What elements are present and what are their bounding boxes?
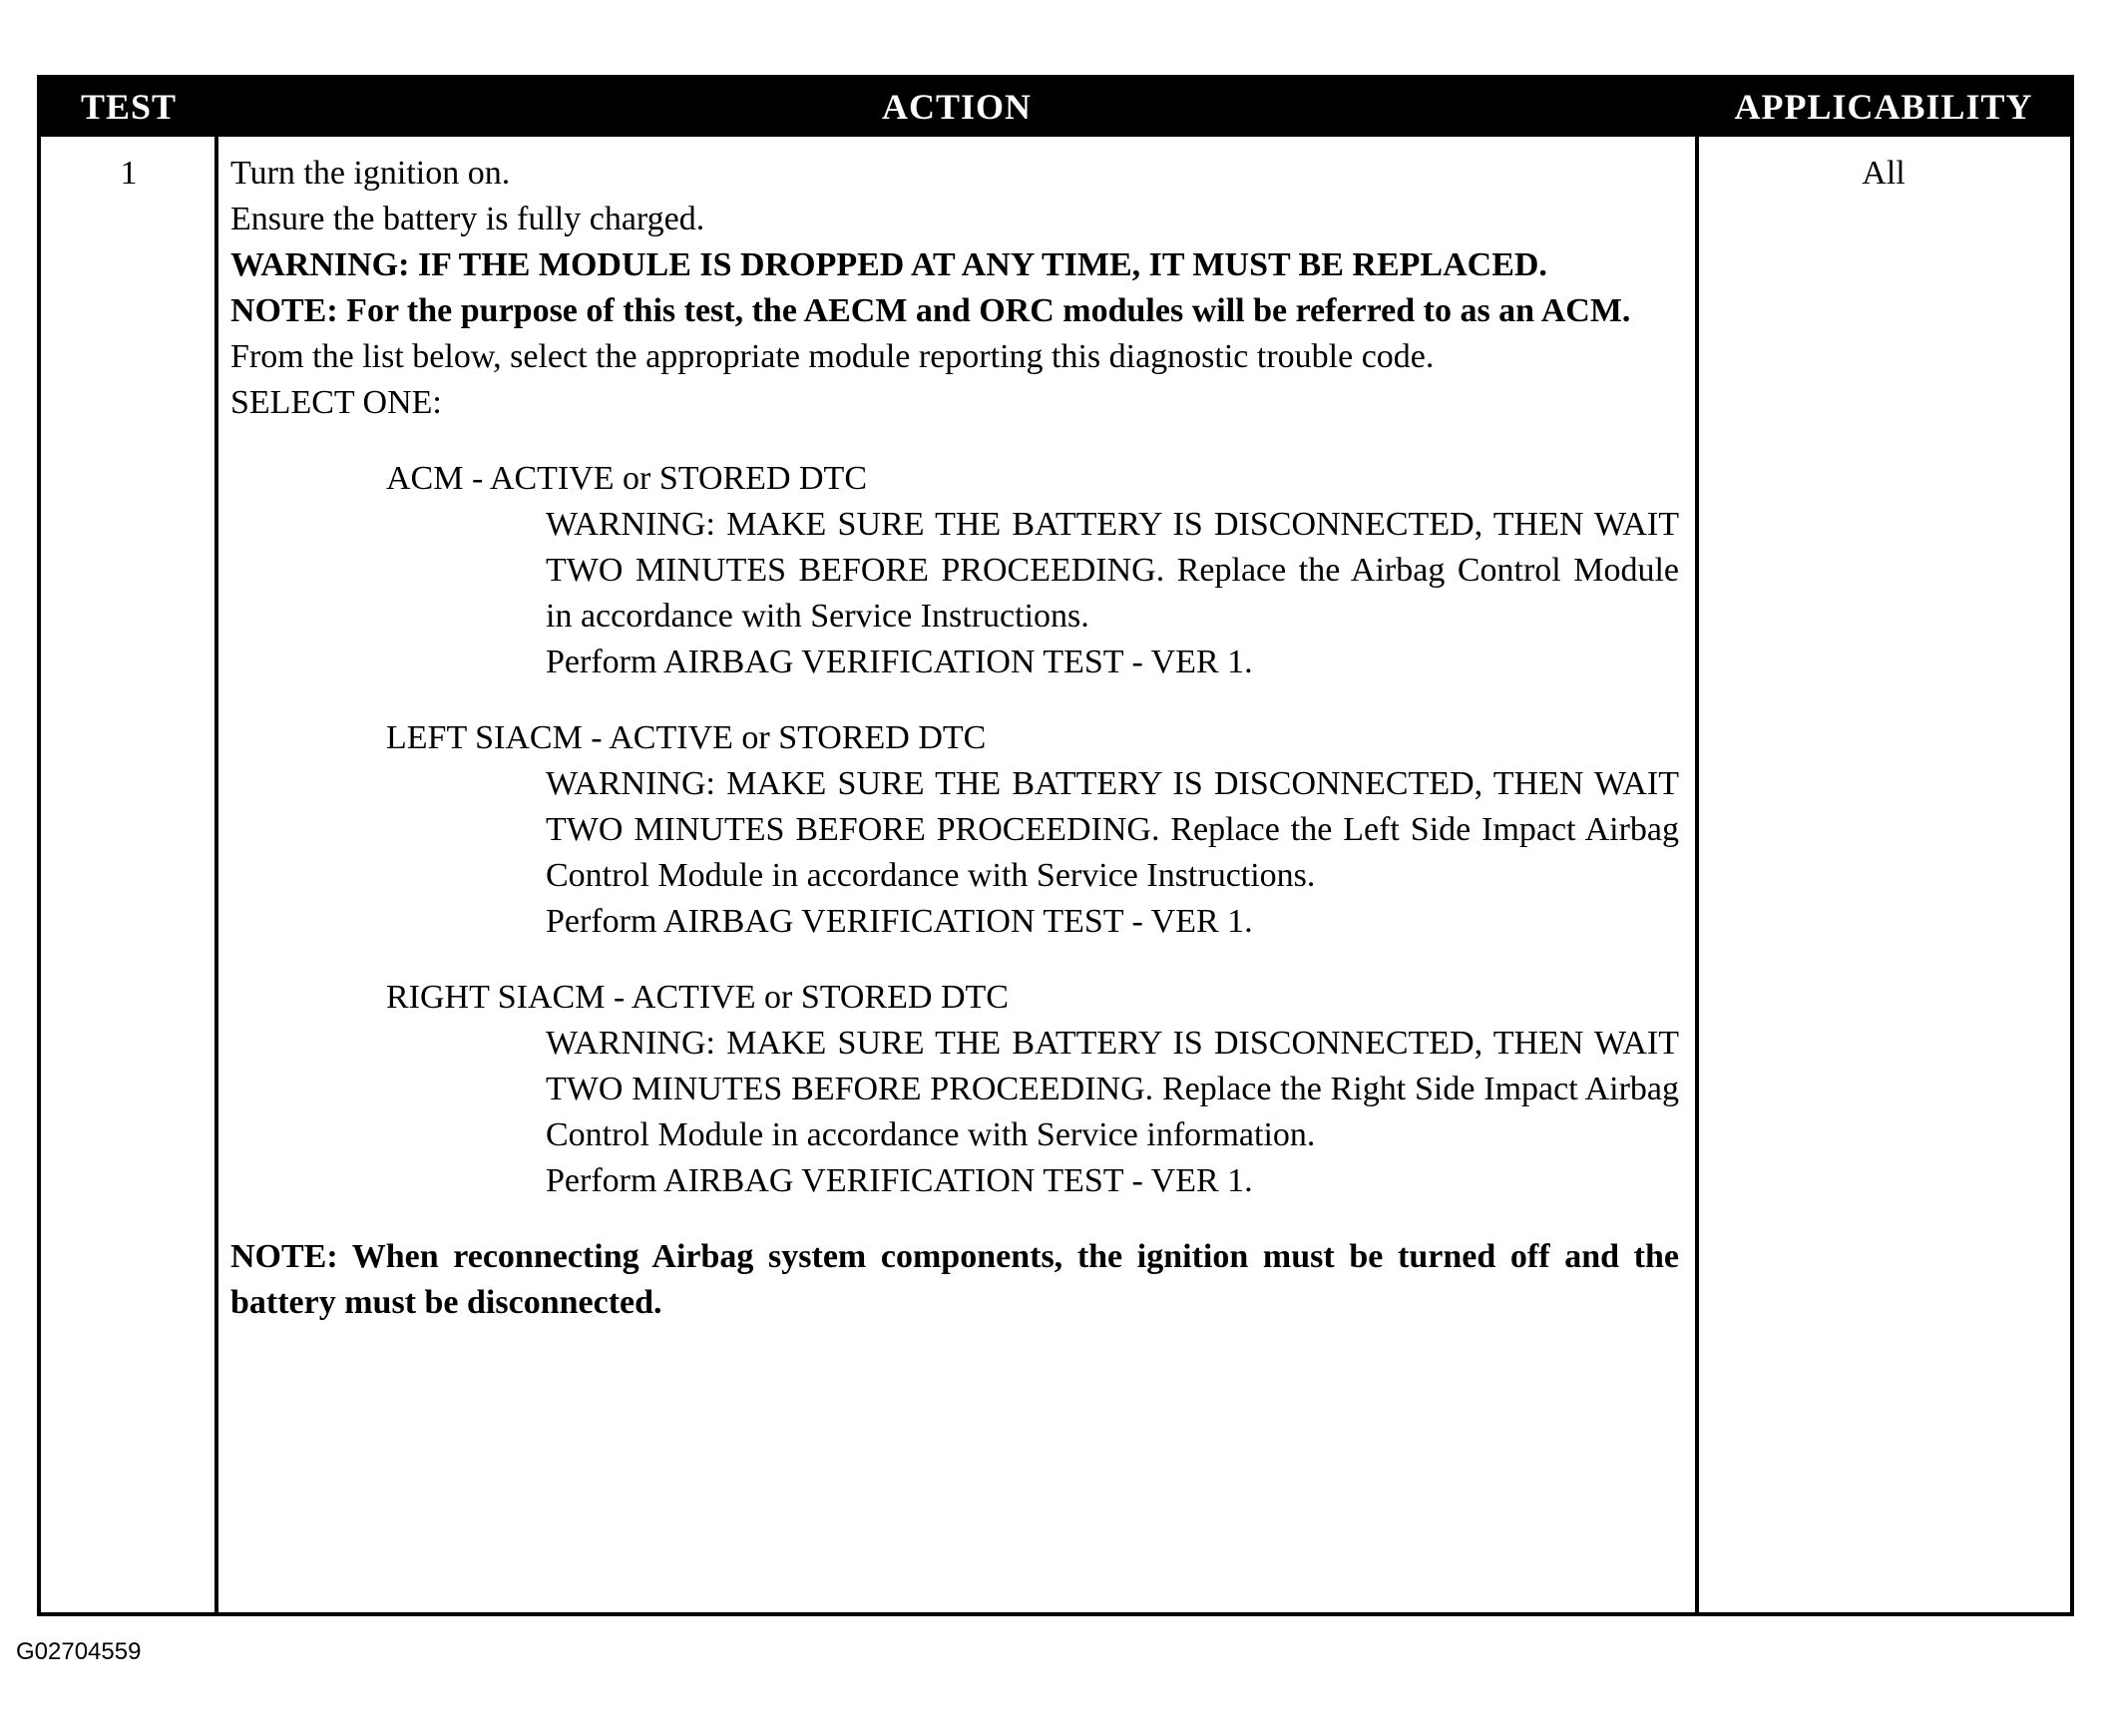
table-header: [41, 79, 2070, 137]
diagnostic-test-table: [37, 75, 2074, 1616]
test-number: 1: [120, 155, 138, 192]
figure-code: G02704559: [16, 1638, 142, 1665]
option-title: LEFT SIACM - ACTIVE or STORED DTC: [386, 719, 987, 756]
intro-line-2: Ensure the battery is fully charged.: [230, 201, 705, 237]
option-title: RIGHT SIACM - ACTIVE or STORED DTC: [386, 979, 1009, 1016]
option-left-siacm: [230, 715, 1679, 945]
header-test: TEST: [80, 87, 178, 127]
reconnect-note: NOTE: When reconnecting Airbag system components, the ignition must be turned off and the battery must be disconnected.: [230, 1238, 1679, 1321]
action-cell: [230, 151, 1679, 1326]
option-right-siacm: [230, 975, 1679, 1204]
select-one-label: SELECT ONE:: [230, 384, 442, 421]
selection-instruction: From the list below, select the appropriate module reporting this diagnostic trouble code.: [230, 338, 1435, 375]
option-acm: [230, 456, 1679, 685]
option-warning: WARNING: MAKE SURE THE BATTERY IS DISCONNECTED, THEN WAIT TWO MINUTES BEFORE PROCEEDING. Replace the Airbag Control Module in accordance with Service Instructions.: [546, 506, 1679, 635]
option-warning: WARNING: MAKE SURE THE BATTERY IS DISCONNECTED, THEN WAIT TWO MINUTES BEFORE PROCEEDING. Replace the Left Side Impact Airbag Control Module in accordance with Service Instructions.: [546, 765, 1679, 894]
intro-line-1: Turn the ignition on.: [230, 155, 511, 192]
header-applicability: APPLICABILITY: [1734, 87, 2033, 127]
option-perform: Perform AIRBAG VERIFICATION TEST - VER 1.: [546, 644, 1253, 680]
column-divider-action-applicability: [1695, 137, 1699, 1612]
applicability-value: All: [1862, 155, 1905, 192]
option-warning: WARNING: MAKE SURE THE BATTERY IS DISCONNECTED, THEN WAIT TWO MINUTES BEFORE PROCEEDING. Replace the Right Side Impact Airbag Control Module in accordance with Service information.: [546, 1025, 1679, 1153]
header-action: ACTION: [881, 87, 1033, 127]
option-title: ACM - ACTIVE or STORED DTC: [386, 460, 867, 497]
module-drop-warning: WARNING: IF THE MODULE IS DROPPED AT ANY TIME, IT MUST BE REPLACED.: [230, 246, 1547, 283]
option-perform: Perform AIRBAG VERIFICATION TEST - VER 1.: [546, 1162, 1253, 1199]
module-naming-note: NOTE: For the purpose of this test, the AECM and ORC modules will be referred to as an ACM.: [230, 292, 1631, 329]
column-divider-test-action: [214, 137, 218, 1612]
spacer: [230, 426, 1679, 456]
option-perform: Perform AIRBAG VERIFICATION TEST - VER 1.: [546, 903, 1253, 940]
